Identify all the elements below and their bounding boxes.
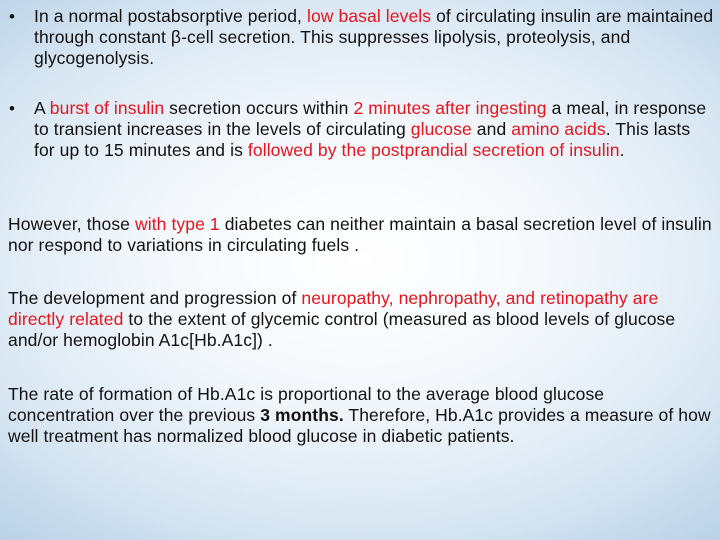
highlight-run: low basal levels (306, 6, 432, 26)
emphasis-run: 3 months. (260, 405, 344, 425)
text-run: The rate of formation of Hb.A1c is proportional to the average blood glucose concentration over the previous (8, 384, 605, 425)
text-run: diabetes can neither maintain a basal secretion level of insulin nor respond to variations in circulating fuels . (8, 214, 712, 255)
highlight-run: followed by the postprandial secretion of insulin (247, 140, 620, 160)
highlight-run: glucose (410, 119, 472, 139)
highlight-run: amino acids (511, 119, 606, 139)
bullet-dot-icon: • (9, 99, 15, 118)
text-run: In a normal postabsorptive period, (34, 6, 307, 26)
bullet-text (34, 98, 714, 161)
highlight-run: neuropathy, nephropathy, and retinopathy are directly related (8, 288, 659, 329)
text-run: a meal, in response to transient increases in the levels of circulating (34, 98, 707, 139)
highlight-run: with type 1 (134, 214, 220, 234)
text-run: of circulating insulin are maintained through constant β-cell secretion. This suppresses lipolysis, proteolysis, and glycogenolysis. (34, 6, 714, 68)
highlight-run: burst of insulin (49, 98, 165, 118)
bullet-dot-icon: • (9, 7, 15, 26)
text-run: and (471, 119, 512, 139)
text-run: A (34, 98, 50, 118)
text-run: However, those (8, 214, 135, 234)
paragraph-complications (8, 288, 713, 351)
text-run: The development and progression of (8, 288, 302, 308)
text-run: to the extent of glycemic control (measured as blood levels of glucose and/or hemoglobin A1c[Hb.A1c]) . (8, 309, 676, 350)
text-run: secretion occurs within (164, 98, 354, 118)
text-run: Therefore, Hb.A1c provides a measure of how well treatment has normalized blood glucose in diabetic patients. (8, 405, 711, 446)
text-run: . This lasts for up to 15 minutes and is (34, 119, 691, 160)
highlight-run: 2 minutes after ingesting (353, 98, 547, 118)
text-run: . (619, 140, 625, 160)
bullet-text (34, 6, 714, 69)
paragraph-type1-diabetes (8, 214, 713, 256)
paragraph-hba1c (8, 384, 713, 447)
